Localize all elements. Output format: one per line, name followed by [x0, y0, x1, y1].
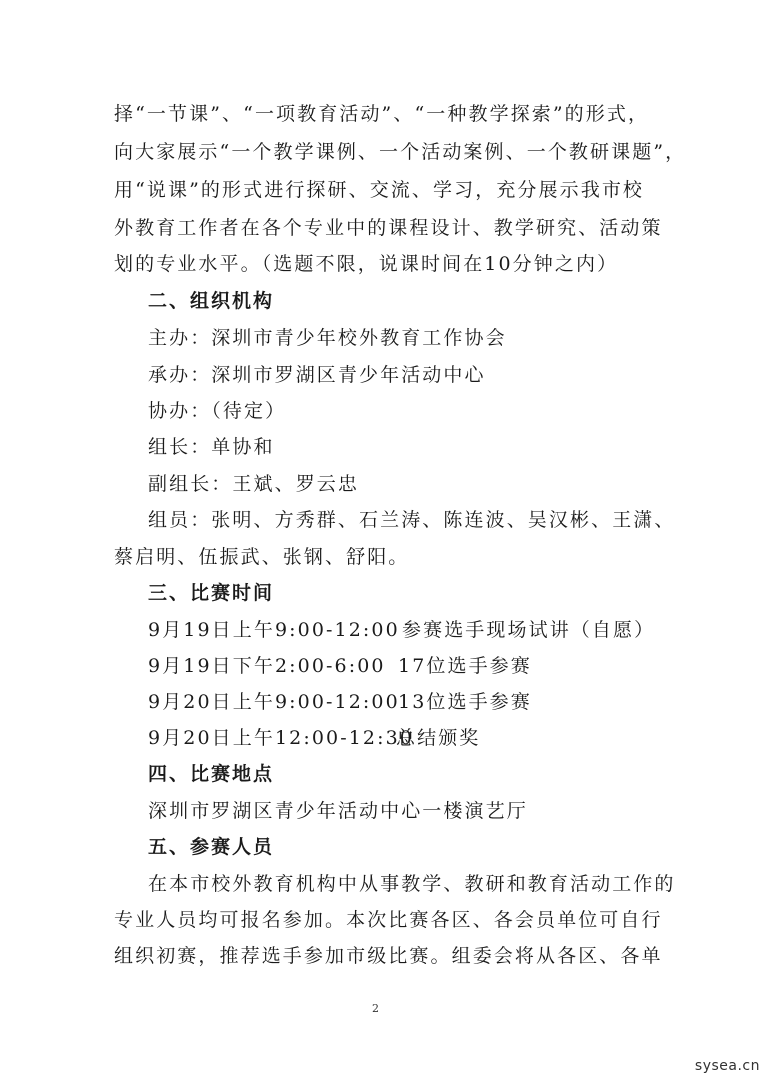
schedule-time: 9月19日下午2:00-6:00	[148, 655, 386, 677]
watermark: sysea.cn	[694, 1058, 760, 1074]
participants-line-3: 组织初赛，推荐选手参加市级比赛。组委会将从各区、各单	[114, 945, 663, 967]
schedule-row	[148, 654, 668, 678]
schedule-row	[148, 690, 668, 714]
intro-line-2: 向大家展示“一个教学课例、一个活动案例、一个教研课题”，	[114, 141, 687, 163]
intro-line-3: 用“说课”的形式进行探研、交流、学习，充分展示我市校	[114, 179, 645, 201]
section-heading-organization: 二、组织机构	[148, 290, 275, 312]
section-heading-schedule: 三、比赛时间	[148, 582, 275, 604]
participants-line-1: 在本市校外教育机构中从事教学、教研和教育活动工作的	[148, 873, 676, 895]
venue-line: 深圳市罗湖区青少年活动中心一楼演艺厅	[148, 800, 528, 822]
organizer-line: 承办：深圳市罗湖区青少年活动中心	[148, 364, 486, 386]
co-organizer-line: 协办：（待定）	[148, 400, 287, 422]
leader-line: 组长：单协和	[148, 436, 275, 458]
schedule-event: 总结颁奖	[396, 727, 481, 749]
intro-line-1: 择“一节课”、“一项教育活动”、“一种教学探索”的形式，	[114, 103, 650, 125]
schedule-event: 参赛选手现场试讲（自愿）	[402, 619, 656, 641]
schedule-time: 9月20日上午9:00-12:00	[148, 691, 400, 713]
schedule-time: 9月20日上午12:00-12:30	[148, 727, 414, 749]
members-line-1: 组员：张明、方秀群、石兰涛、陈连波、吴汉彬、王潇、	[148, 509, 676, 531]
section-heading-venue: 四、比赛地点	[148, 763, 275, 785]
members-line-2: 蔡启明、伍振武、张钢、舒阳。	[114, 546, 410, 568]
schedule-event: 17位选手参赛	[398, 655, 532, 677]
deputy-leader-line: 副组长：王斌、罗云忠	[148, 473, 360, 495]
schedule-row	[148, 618, 668, 642]
section-heading-participants: 五、参赛人员	[148, 836, 275, 858]
schedule-row	[148, 726, 668, 750]
intro-line-5: 划的专业水平。（选题不限，说课时间在10分钟之内）	[114, 253, 619, 275]
schedule-time: 9月19日上午9:00-12:00	[148, 619, 400, 641]
intro-line-4: 外教育工作者在各个专业中的课程设计、教学研究、活动策	[114, 217, 663, 239]
participants-line-2: 专业人员均可报名参加。本次比赛各区、各会员单位可自行	[114, 909, 663, 931]
page-number: 2	[372, 1002, 379, 1015]
schedule-event: 13位选手参赛	[398, 691, 532, 713]
host-line: 主办：深圳市青少年校外教育工作协会	[148, 327, 507, 349]
